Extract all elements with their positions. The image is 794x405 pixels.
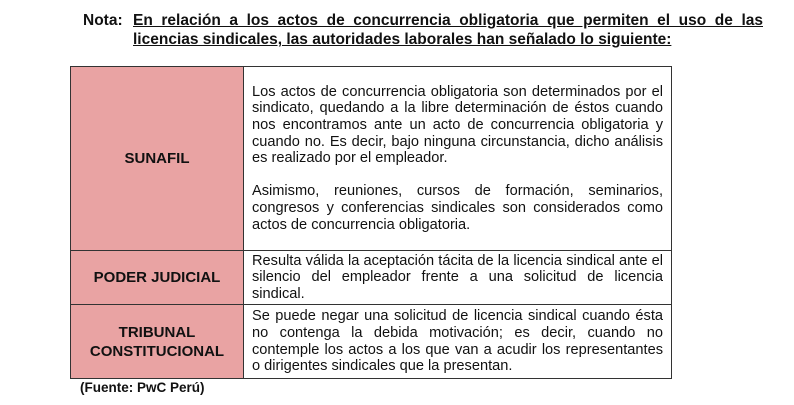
- criteria-cell: [244, 305, 672, 379]
- paragraph: Se puede negar una solicitud de licencia sindical cuando ésta no contenga la debida motivación; es decir, cuando no contemple los actos a los que van a acudir los representantes o dirigentes sindicales que la presentan.: [252, 308, 663, 375]
- authority-cell: PODER JUDICIAL: [71, 251, 244, 305]
- authority-cell: SUNAFIL: [71, 67, 244, 251]
- paragraph: Resulta válida la aceptación tácita de la licencia sindical ante el silencio del empleador frente a una solicitud de licencia sindical.: [252, 252, 663, 302]
- source-caption: (Fuente: PwC Perú): [80, 380, 205, 395]
- paragraph: Asimismo, reuniones, cursos de formación, seminarios, congresos y conferencias sindicales son considerados como actos de concurrencia obligatoria.: [252, 183, 663, 233]
- table-row: [71, 251, 672, 305]
- criteria-cell: [244, 67, 672, 251]
- paragraph: Los actos de concurrencia obligatoria son determinados por el sindicato, quedando a la libre determinación de éstos cuando nos encontramos ante un acto de concurrencia obligatoria y cuando no. Es decir, bajo ninguna circunstancia, dicho análisis es realizado por el empleador.: [252, 83, 663, 167]
- table-row: [71, 305, 672, 379]
- criteria-cell: [244, 251, 672, 305]
- table-row: [71, 67, 672, 251]
- authority-line: TRIBUNAL: [118, 323, 196, 341]
- note: [83, 11, 763, 49]
- authorities-table: [70, 66, 672, 379]
- authority-line: CONSTITUCIONAL: [89, 342, 225, 360]
- authority-cell: [71, 305, 244, 379]
- note-label: Nota:: [83, 12, 123, 29]
- note-text: En relación a los actos de concurrencia obligatoria que permiten el uso de las licencias sindicales, las autoridades laborales han señalado lo siguiente:: [133, 12, 763, 48]
